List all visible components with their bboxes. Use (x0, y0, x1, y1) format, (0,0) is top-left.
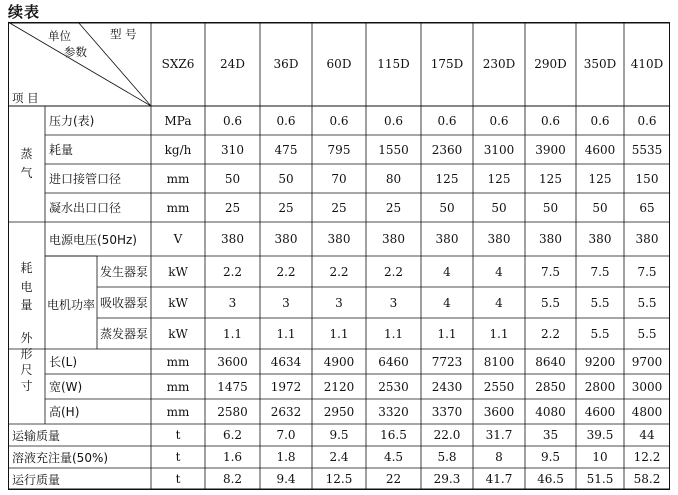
table-cell: 125 (487, 171, 511, 186)
table-cell: 8100 (483, 354, 515, 369)
table-cell: 4 (443, 264, 451, 279)
table-cell: 39.5 (586, 428, 614, 442)
table-cell: 0.6 (276, 113, 296, 128)
table-cell: 2580 (217, 404, 248, 419)
spec-table (8, 22, 670, 490)
table-cell: 5.5 (637, 326, 657, 341)
model-header: 175D (430, 57, 464, 71)
model-header: 350D (583, 57, 617, 71)
table-cell: 4600 (584, 142, 616, 157)
model-header: SXZ6 (161, 57, 195, 71)
row-label: 发生器泵 (99, 265, 148, 279)
table-cell: 380 (435, 232, 459, 246)
row-unit: V (173, 232, 183, 246)
table-cell: 1.1 (437, 326, 457, 341)
table-cell: 1.1 (329, 326, 349, 341)
table-cell: 125 (588, 171, 612, 186)
table-cell: 25 (331, 200, 347, 215)
row-label: 长(L) (49, 355, 78, 369)
table-cell: 41.7 (485, 472, 513, 486)
table-cell: 10 (592, 450, 608, 464)
table-cell: 5.5 (590, 326, 610, 341)
group-dims-char: 寸 (20, 379, 33, 394)
row-label: 高(H) (49, 405, 80, 419)
table-cell: 380 (274, 232, 298, 246)
table-cell: 29.3 (433, 472, 461, 486)
table-cell: 1972 (270, 379, 302, 394)
table-cell: 2.2 (540, 326, 561, 341)
row-label: 电源电压(50Hz) (49, 232, 137, 247)
table-cell: 50 (278, 171, 294, 186)
table-cell: 9200 (584, 354, 616, 369)
row-label: 压力(表) (49, 114, 95, 128)
table-cell: 1550 (378, 142, 409, 157)
table-cell: 2.2 (383, 264, 404, 279)
row-unit: mm (166, 404, 190, 419)
table-cell: 25 (278, 200, 294, 215)
table-cell: 125 (539, 171, 562, 186)
table-cell: 22.0 (433, 428, 461, 442)
table-cell: 3600 (483, 404, 515, 419)
group-dims-char: 形 (20, 346, 33, 361)
header-param-label: 参数 (64, 45, 87, 59)
table-cell: 1475 (217, 379, 248, 394)
group-steam (8, 106, 45, 222)
row-unit: kW (168, 295, 188, 310)
table-cell: 70 (331, 171, 347, 186)
table-cell: 1.1 (276, 326, 296, 341)
table-cell: 58.2 (633, 472, 661, 486)
model-header: 290D (534, 57, 567, 71)
table-cell: 5.5 (637, 295, 657, 310)
table-cell: 4.5 (383, 450, 404, 464)
table-cell: 3370 (431, 404, 463, 419)
table-cell: 2.2 (276, 264, 296, 279)
table-cell: 380 (588, 232, 612, 246)
table-cell: 310 (221, 142, 244, 157)
table-cell: 2800 (584, 379, 616, 394)
row-label: 运行质量 (12, 472, 61, 487)
row-label: 蒸发器泵 (99, 327, 148, 341)
row-label: 进口接管口径 (49, 172, 122, 186)
table-cell: 2530 (378, 379, 409, 394)
table-cell: 3600 (217, 354, 248, 369)
table-cell: 380 (327, 232, 351, 246)
row-label: 凝水出口口径 (49, 201, 122, 215)
table-cell: 3 (335, 295, 343, 310)
table-cell: 2850 (535, 379, 566, 394)
table-cell: 9.4 (276, 472, 296, 486)
table-cell: 2.2 (222, 264, 243, 279)
table-cell: 50 (542, 200, 559, 215)
table-cell: 5535 (631, 142, 663, 157)
group-steam-char: 气 (20, 166, 33, 180)
table-cell: 8640 (535, 354, 566, 369)
row-label: 溶液充注量(50%) (12, 450, 109, 465)
table-cell: 4634 (270, 354, 302, 369)
table-cell: 150 (635, 171, 659, 186)
group-power-char: 电 (20, 279, 33, 294)
model-header: 60D (326, 57, 352, 71)
group-dims-char: 尺 (20, 363, 33, 377)
table-cell: 3900 (535, 142, 566, 157)
table-cell: 2550 (483, 379, 515, 394)
table-cell: 2430 (431, 379, 463, 394)
table-cell: 380 (221, 232, 244, 246)
row-unit: t (175, 428, 181, 442)
table-cell: 44 (639, 428, 655, 442)
row-unit: kg/h (164, 142, 192, 157)
table-cell: 16.5 (380, 428, 407, 442)
table-cell: 6460 (378, 354, 409, 369)
table-cell: 380 (487, 232, 511, 246)
group-motor-power: 电机功率 (46, 297, 95, 312)
table-cell: 6.2 (222, 428, 243, 442)
table-cell: 46.5 (537, 472, 564, 486)
table-cell: 380 (635, 232, 659, 246)
table-cell: 380 (382, 232, 405, 246)
group-steam-char: 蒸 (20, 147, 33, 162)
row-unit: MPa (164, 113, 192, 128)
table-cell: 4800 (631, 404, 663, 419)
table-cell: 4 (495, 264, 503, 279)
model-header: 230D (482, 57, 516, 71)
table-cell: 795 (327, 142, 351, 157)
table-cell: 0.6 (540, 113, 561, 128)
table-cell: 3320 (378, 404, 409, 419)
row-unit: kW (168, 264, 188, 279)
row-unit: mm (166, 171, 190, 186)
table-cell: 7.5 (540, 264, 561, 279)
table-cell: 3100 (483, 142, 515, 157)
row-label: 吸收器泵 (99, 296, 148, 310)
table-cell: 475 (274, 142, 298, 157)
row-unit: t (175, 472, 181, 486)
table-cell: 4 (495, 295, 503, 310)
table-cell: 2120 (323, 379, 355, 394)
group-power-char: 量 (20, 298, 33, 313)
table-cell: 50 (224, 171, 241, 186)
table-cell: 2360 (431, 142, 463, 157)
table-cell: 0.6 (590, 113, 610, 128)
header-item-label: 项 目 (12, 91, 39, 105)
row-label: 运输质量 (12, 428, 61, 443)
table-cell: 5.5 (590, 295, 610, 310)
table-cell: 31.7 (485, 428, 513, 442)
table-cell: 80 (385, 171, 402, 186)
table-cell: 9700 (631, 354, 663, 369)
table-cell: 2.4 (329, 450, 349, 464)
table-cell: 5.8 (437, 450, 457, 464)
row-label: 宽(W) (49, 380, 83, 394)
table-cell: 1.8 (276, 450, 296, 464)
table-cell: 65 (639, 200, 655, 215)
table-cell: 2950 (323, 404, 355, 419)
row-unit: kW (168, 326, 188, 341)
group-dims-char: 外 (20, 330, 33, 345)
table-cell: 7.5 (590, 264, 610, 279)
table-cell: 50 (491, 200, 507, 215)
table-cell: 22 (385, 472, 402, 486)
row-unit: mm (166, 200, 190, 215)
table-cell: 125 (435, 171, 459, 186)
table-cell: 3000 (631, 379, 663, 394)
table-cell: 25 (224, 200, 241, 215)
table-cell: 7.5 (637, 264, 657, 279)
table-cell: 380 (539, 232, 562, 246)
table-cell: 0.6 (329, 113, 349, 128)
table-cell: 35 (542, 428, 559, 442)
table-cell: 1.1 (222, 326, 243, 341)
group-power-char: 耗 (20, 261, 33, 276)
table-cell: 4600 (584, 404, 616, 419)
table-caption: 续表 (8, 3, 41, 21)
table-cell: 25 (385, 200, 402, 215)
row-label: 耗量 (49, 143, 74, 157)
row-unit: t (175, 450, 181, 464)
table-cell: 50 (439, 200, 455, 215)
header-model-label: 型 号 (110, 27, 137, 41)
table-cell: 9.5 (540, 450, 561, 464)
model-header: 36D (273, 57, 299, 71)
table-cell: 3 (389, 295, 398, 310)
table-cell: 12.2 (633, 450, 661, 464)
table-cell: 50 (592, 200, 608, 215)
model-header: 24D (220, 57, 245, 71)
table-cell: 2.2 (329, 264, 349, 279)
table-cell: 8 (495, 450, 503, 464)
table-cell: 1.1 (489, 326, 509, 341)
table-cell: 0.6 (489, 113, 509, 128)
table-cell: 12.5 (325, 472, 353, 486)
row-unit: mm (166, 354, 190, 369)
table-cell: 0.6 (222, 113, 243, 128)
table-cell: 9.5 (329, 428, 349, 442)
table-cell: 2632 (270, 404, 302, 419)
table-cell: 1.1 (383, 326, 404, 341)
model-header: 410D (630, 57, 664, 71)
table-cell: 1.6 (222, 450, 243, 464)
table-cell: 4080 (535, 404, 566, 419)
header-unit-label: 单位 (48, 29, 71, 43)
table-cell: 51.5 (586, 472, 614, 486)
table-cell: 4900 (323, 354, 355, 369)
table-cell: 3 (228, 295, 237, 310)
table-cell: 5.5 (540, 295, 561, 310)
table-cell: 7.0 (276, 428, 296, 442)
table-cell: 0.6 (383, 113, 404, 128)
table-cell: 0.6 (437, 113, 457, 128)
model-header: 115D (377, 57, 410, 71)
row-unit: mm (166, 379, 190, 394)
table-cell: 3 (282, 295, 290, 310)
table-cell: 4 (443, 295, 451, 310)
table-cell: 7723 (431, 354, 463, 369)
table-cell: 8.2 (222, 472, 243, 486)
group-dims (8, 318, 45, 406)
table-cell: 0.6 (637, 113, 657, 128)
